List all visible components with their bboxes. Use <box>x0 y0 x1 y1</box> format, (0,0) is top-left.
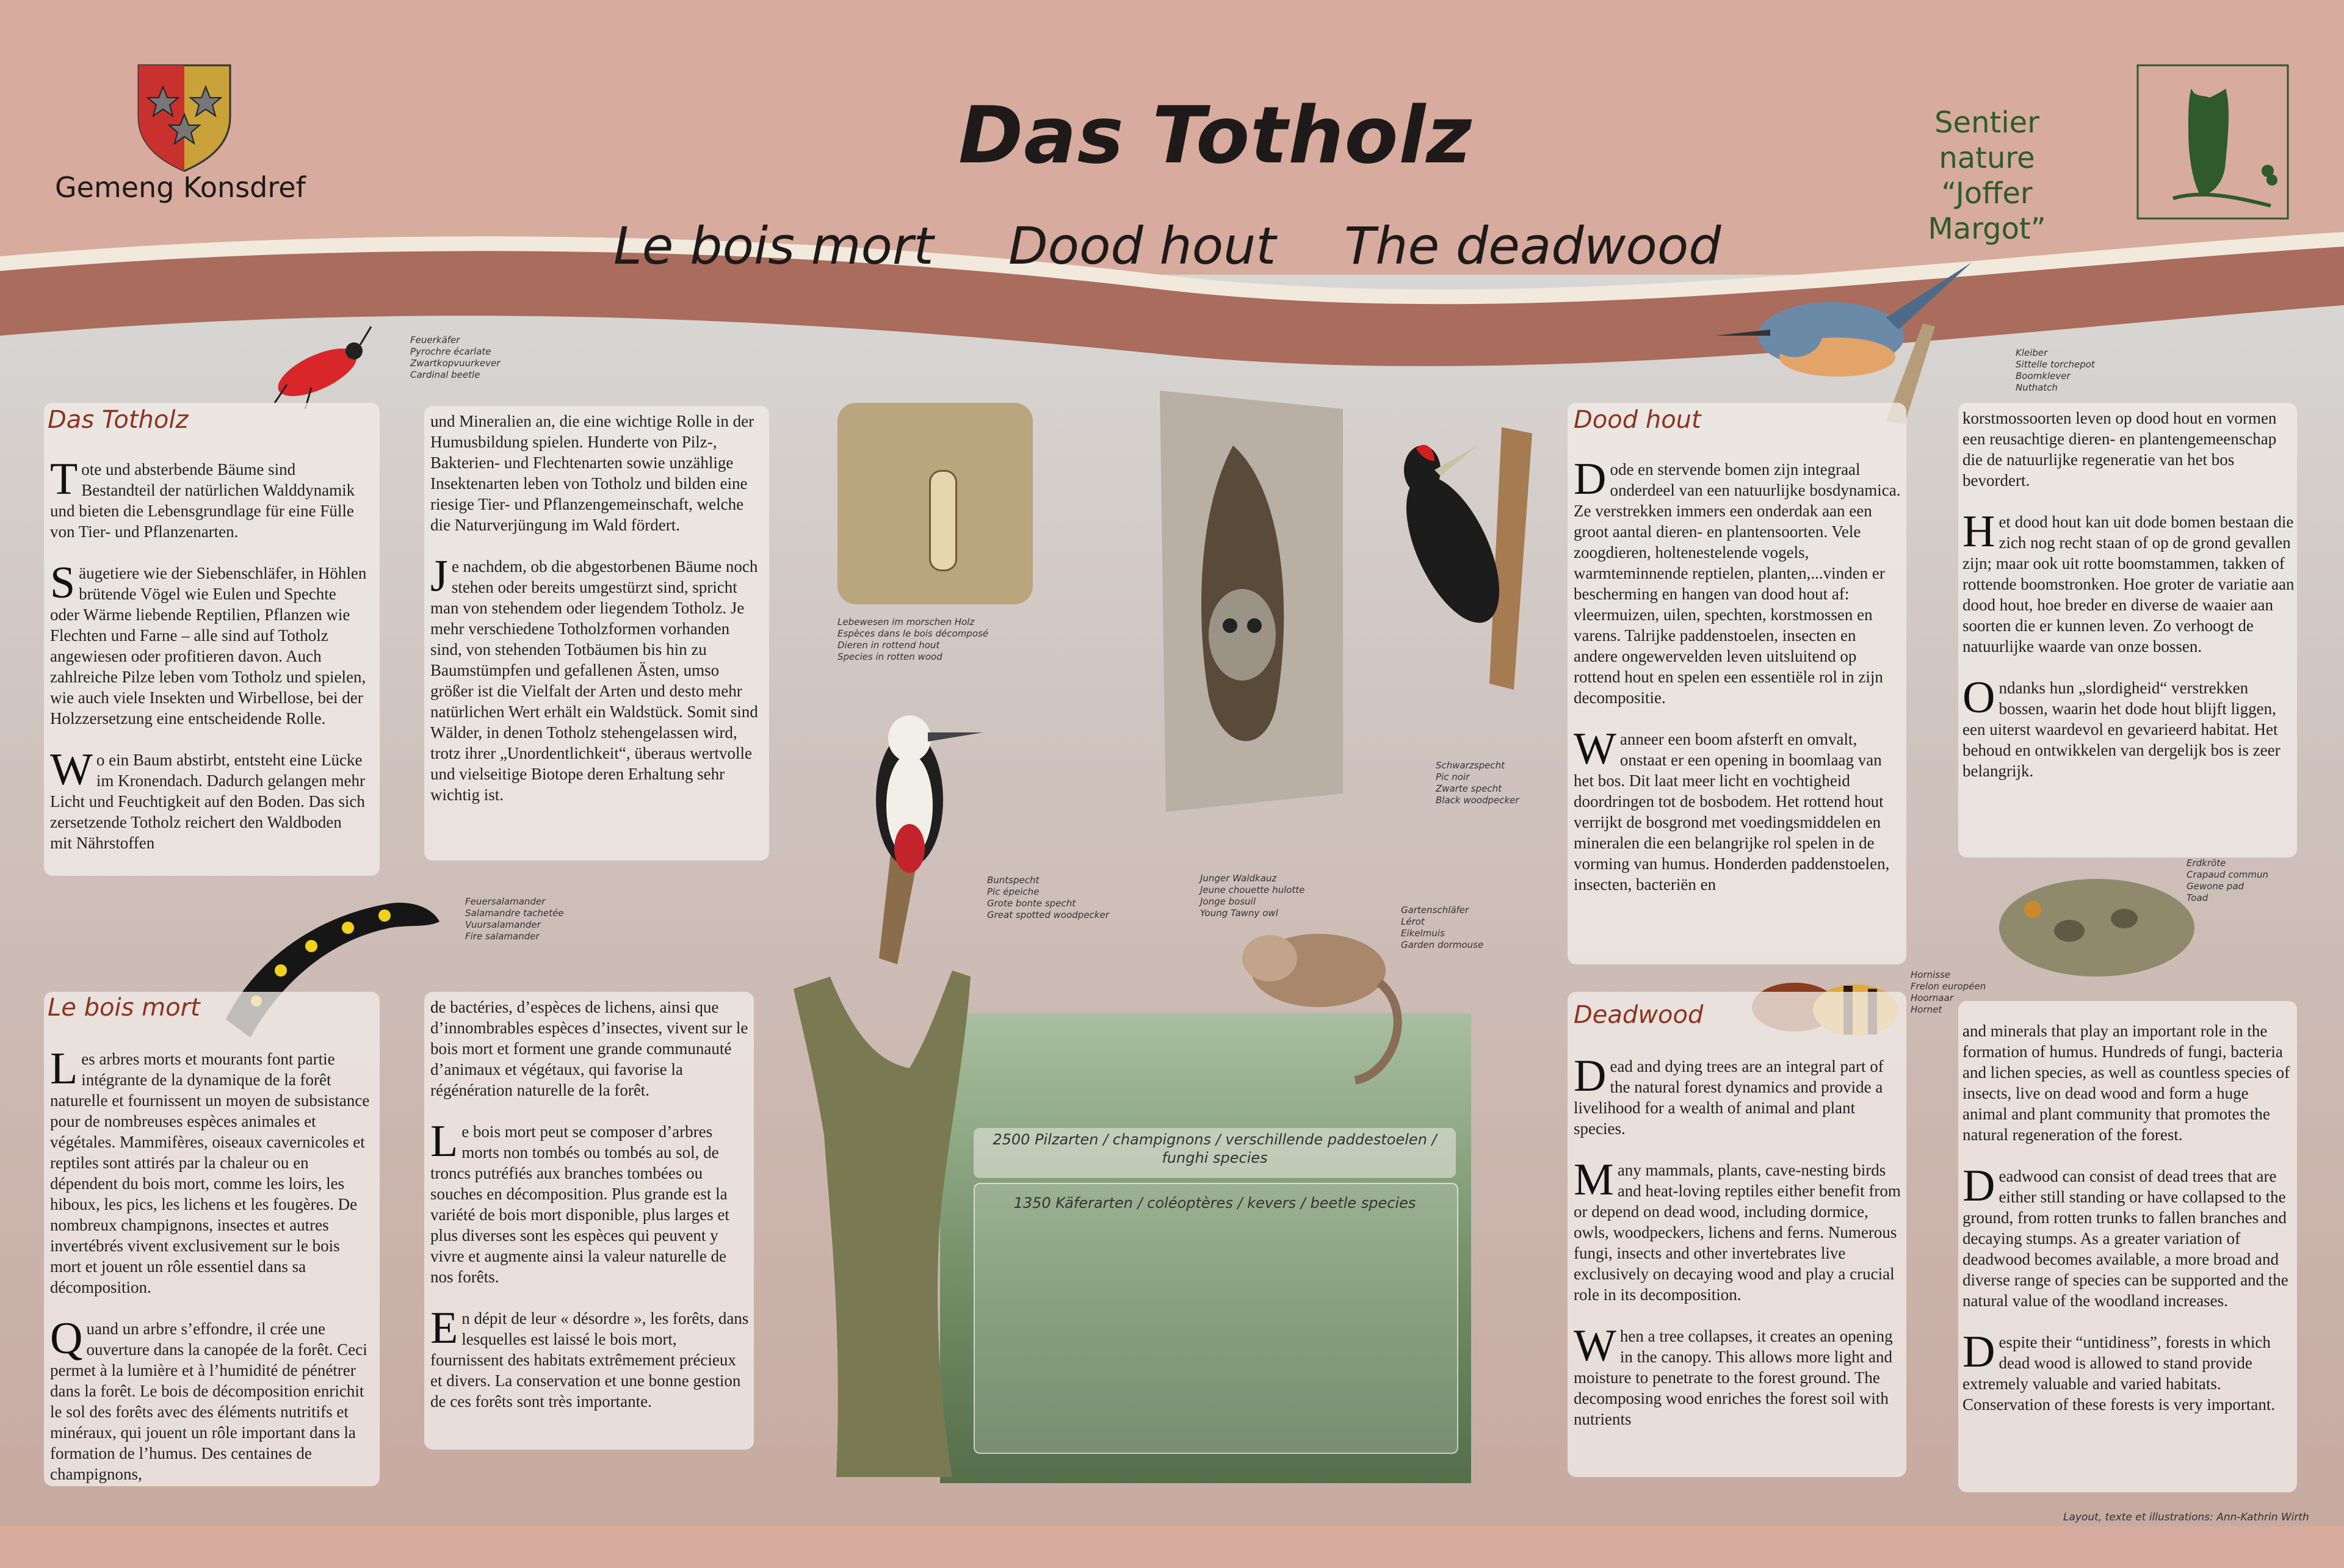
garden-dormouse-illustration <box>1233 916 1428 1099</box>
paragraph: Dead and dying trees are an integral part of the natural forest dynamics and provide a livelihood for a wealth of animal and plant species. <box>1574 1051 1884 1138</box>
stat-band-beetles <box>974 1183 1458 1454</box>
owl-in-tree-illustration <box>1141 391 1361 812</box>
paragraph: und Mineralien an, die eine wichtige Rolle in der Humusbildung spielen. Hunderte von Pilz-, Bakterien- und Flechtenarten sowie unzählige Insektenarten leben von Totholz und bilden eine riesige Tier- und Pflanzengemeinschaft, welche die Naturverjüngung im Wald fördert. <box>430 412 754 534</box>
toad-illustration <box>1990 861 2204 989</box>
subtitle-en: The deadwood <box>1344 216 1721 276</box>
paragraph: Quand un arbre s’effondre, il crée une ouverture dans la canopée de la forêt. Ceci permet à la lumière et à l’humidité de pénétrer dans la forêt. Le bois de décomposition enrichit le sol des forêts avec des éléments nutritifs et minéraux, qui jouent un rôle important dans la formation de l’humus. Des centaines de champignons, <box>50 1313 367 1483</box>
de-text-1 <box>50 454 367 874</box>
paragraph: Despite their “untidiness”, forests in which dead wood is allowed to stand provide extremely valuable and varied habitats. Conservation of these forests is very important. <box>1962 1327 2276 1414</box>
caption-rotten-wood: Lebewesen im morschen Holz Espèces dans le bois décomposé Dieren in rottend hout Species in rotten wood <box>837 616 989 662</box>
credit-line: Layout, texte et illustrations: Ann-Kathrin Wirth <box>2063 1511 2309 1523</box>
paragraph: Je nachdem, ob die abgestorbenen Bäume noch stehen oder bereits umgestürzt sind, spricht man von stehendem oder liegendem Totholz. Je mehr verschiedene Totholzformen vorhanden sind, von stehenden Totbäumen bis hin zu Baumstümpfen und gefallenen Ästen, umso größer ist die Vielfalt der Arten und desto mehr natürlichen Wert erhält ein Waldstück. Somit sind Wälder, in denen Totholz stehengelassen wird, trotz ihrer „Unordentlichkeit“, überaus wertvolle und vielseitige Biotope deren Erhaltung sehr wichtig ist. <box>430 551 758 804</box>
caption-fire-beetle: Feuerkäfer Pyrochre écarlate Zwartkopvuurkever Cardinal beetle <box>410 334 501 380</box>
paragraph: korstmossoorten leven op dood hout en vormen een reusachtige dieren- en plantengemeenschap die de natuurlijke regeneratie van het bos bevordert. <box>1962 409 2277 490</box>
nl-text-2 <box>1962 408 2295 802</box>
black-woodpecker-illustration <box>1373 427 1550 690</box>
subtitle-nl: Dood hout <box>1008 216 1276 276</box>
paragraph: Les arbres morts et mourants font partie intégrante de la dynamique de la forêt naturelle et fournissent un moyen de subsistance pour de nombreuses espèces animales et végétales. Mammifères, oiseaux cavernicoles et reptiles sont attirés par la chaleur ou en dépendent du bois mort, comme les loirs, les hiboux, les pics, les lichens et les fougères. De nombreux champignons, insectes et autres invertébrés vivent exclusivement sur le bois mort et jouent un rôle essentiel dans sa décomposition. <box>50 1044 370 1296</box>
paragraph: When a tree collapses, it creates an opening in the canopy. This allows more light and moisture to penetrate to the forest ground. The decomposing wood enriches the forest soil with nutrients <box>1574 1321 1893 1428</box>
paragraph: Dode en stervende bomen zijn integraal onderdeel van een natuurlijke bosdynamica. Ze verstrekken immers een onderdak aan een groot aantal dieren- en plantensoorten. Vele zoogdieren, holtenestelende vogels, warmteminnende reptielen, planten,...vinden er bescherming en hangen van dood hout af: vleermuizen, uilen, spechten, korstmossen en varens. Talrijke paddenstoelen, insecten en andere ongewervelden leven uitsluitend op rottend hout en spelen een essentiële rol in zijn decompositie. <box>1574 454 1901 707</box>
rotten-wood-illustration <box>837 403 1033 604</box>
en-text-1 <box>1574 1051 1903 1450</box>
caption-fire-salamander: Feuersalamander Salamandre tachetée Vuursalamander Fire salamander <box>465 896 564 942</box>
fr-text-2 <box>430 997 751 1433</box>
trail-line-1: Sentier nature <box>1934 106 2039 175</box>
fire-beetle-illustration <box>262 323 372 415</box>
fr-text-1 <box>50 1044 374 1505</box>
paragraph: Tote und absterbende Bäume sind Bestandteil der natürlichen Walddynamik und bieten die Lebensgrundlage für eine Fülle von Tier- und Pflanzenarten. <box>50 454 355 541</box>
en-text-2 <box>1962 1021 2295 1436</box>
page-title: Das Totholz <box>958 90 1472 181</box>
paragraph: Wanneer een boom afsterft en omvalt, onstaat er een opening in boomlaag van het bos. Dit laat meer licht en vochtigheid doordringen tot de bosbodem. Het rottend hout verrijkt de bosgrond met voedingsmiddelen en mineralen die een belangrijke rol spelen in de vorming van humus. Honderden paddenstoelen, insecten, bacteriën en <box>1574 724 1890 894</box>
paragraph: Le bois mort peut se composer d’arbres morts non tombés ou tombés au sol, de troncs putréfiés aux branches tombées ou souches en décomposition. Plus grande est la variété de bois mort disponible, plus larges et plus diverses sont les espèces qui peuvent y vivre et augmente ainsi la valeur naturelle de nos forêts. <box>430 1116 729 1286</box>
paragraph: Deadwood can consist of dead trees that are either still standing or have collapsed to the ground, from rotten trunks to fallen branches and decaying stumps. As a greater variation of deadwood becomes available, a more broad and diverse range of species can be supported and the natural value of the woodland increases. <box>1962 1161 2288 1310</box>
nuthatch-illustration <box>1703 250 1990 427</box>
stat-fungi: 2500 Pilzarten / champignons / verschillende paddestoelen / funghi species <box>993 1131 1437 1166</box>
paragraph: Säugetiere wie der Siebenschläfer, in Höhlen brütende Vögel wie Eulen und Spechte oder Wärme liebende Reptilien, Pflanzen wie Flechten und Farne – alle sind auf Totholz angewiesen oder profitieren davon. Auch zahlreiche Pilze leben vom Totholz und spielen, wie auch viele Insekten und Wirbellose, bei der Holzzersetzung eine entscheidende Rolle. <box>50 558 367 728</box>
trail-line-2: “Joffer Margot” <box>1928 176 2046 246</box>
stat-beetles: 1350 Käferarten / coléoptères / kevers / beetle species <box>1013 1194 1416 1212</box>
paragraph: Wo ein Baum abstirbt, entsteht eine Lücke im Kronendach. Dadurch gelangen mehr Licht und Feuchtigkeit auf den Boden. Das sich zersetzende Totholz reichert den Waldboden mit Nährstoffen <box>50 745 365 852</box>
caption-nuthatch: Kleiber Sittelle torchepot Boomklever Nuthatch <box>2016 347 2095 393</box>
coat-of-arms-icon <box>136 62 233 172</box>
paragraph: Ondanks hun „slordigheid“ verstrekken bossen, waarin het dode hout blijft liggen, een uiterst waardevol en gevarieerd habitat. Het behoud en ontwikkelen van dergelijk bos is zeer belangrijk. <box>1962 673 2281 780</box>
owl-logo-icon <box>2136 64 2289 220</box>
bottom-band <box>0 1526 2344 1568</box>
commune-name: Gemeng Konsdref <box>55 171 306 204</box>
great-spotted-woodpecker-illustration <box>836 702 989 964</box>
paragraph: de bactéries, d’espèces de lichens, ainsi que d’innombrables espèces d’insectes, vivent sur le bois mort et forment une grande communauté d’animaux et végétaux, qui favorise la régénération naturelle de la forêt. <box>430 998 748 1099</box>
caption-tawny-owl: Junger Waldkauz Jeune chouette hulotte Jonge bosuil Young Tawny owl <box>1200 873 1305 919</box>
paragraph: Het dood hout kan uit dode bomen bestaan die zich nog recht staan of op de grond gevallen zijn; maar ook uit rotte boomstammen, takken of rottende boomstronken. Hoe groter de variatie aan dood hout, hoe breder en diverse de waaier aan soorten die er kunnen leven. Zo verhoogt de natuurlijke waarde van onze bossen. <box>1962 507 2295 656</box>
heading-en: Deadwood <box>1574 1001 1704 1029</box>
de-text-2 <box>430 411 760 826</box>
heading-nl: Dood hout <box>1574 406 1701 434</box>
caption-garden-dormouse: Gartenschläfer Lérot Eikelmuis Garden dormouse <box>1401 905 1484 950</box>
caption-toad: Erdkröte Crapaud commun Gewone pad Toad <box>2187 858 2269 903</box>
heading-fr: Le bois mort <box>48 994 200 1022</box>
nl-text-1 <box>1574 454 1903 916</box>
heading-de: Das Totholz <box>48 406 189 434</box>
trail-name <box>1886 105 2088 247</box>
caption-hornet: Hornisse Frelon européen Hoornaar Hornet <box>1911 969 1986 1015</box>
paragraph: and minerals that play an important role in the formation of humus. Hundreds of fungi, bacteria and lichen species, as well as countless species of insects, live on dead wood and form a huge animal and plant community that promotes the natural regeneration of the forest. <box>1962 1022 2290 1144</box>
paragraph: Many mammals, plants, cave-nesting birds and heat-loving reptiles either benefit from or depend on dead wood, including dormice, owls, woodpeckers, lichens and ferns. Numerous fungi, insects and other invertebrates live exclusively on decaying wood and play a crucial role in its decomposition. <box>1574 1155 1901 1304</box>
paragraph: En dépit de leur « désordre », les forêts, dans lesquelles est laissé le bois mort, fournissent des habitats extrêmement précieux et divers. La conservation et une bonne gestion de ces forêts sont très importante. <box>430 1303 749 1411</box>
caption-black-woodpecker: Schwarzspecht Pic noir Zwarte specht Black woodpecker <box>1436 760 1519 806</box>
subtitle-fr: Le bois mort <box>613 216 934 276</box>
caption-great-spotted-woodpecker: Buntspecht Pic épeiche Grote bonte specht Great spotted woodpecker <box>987 875 1109 920</box>
